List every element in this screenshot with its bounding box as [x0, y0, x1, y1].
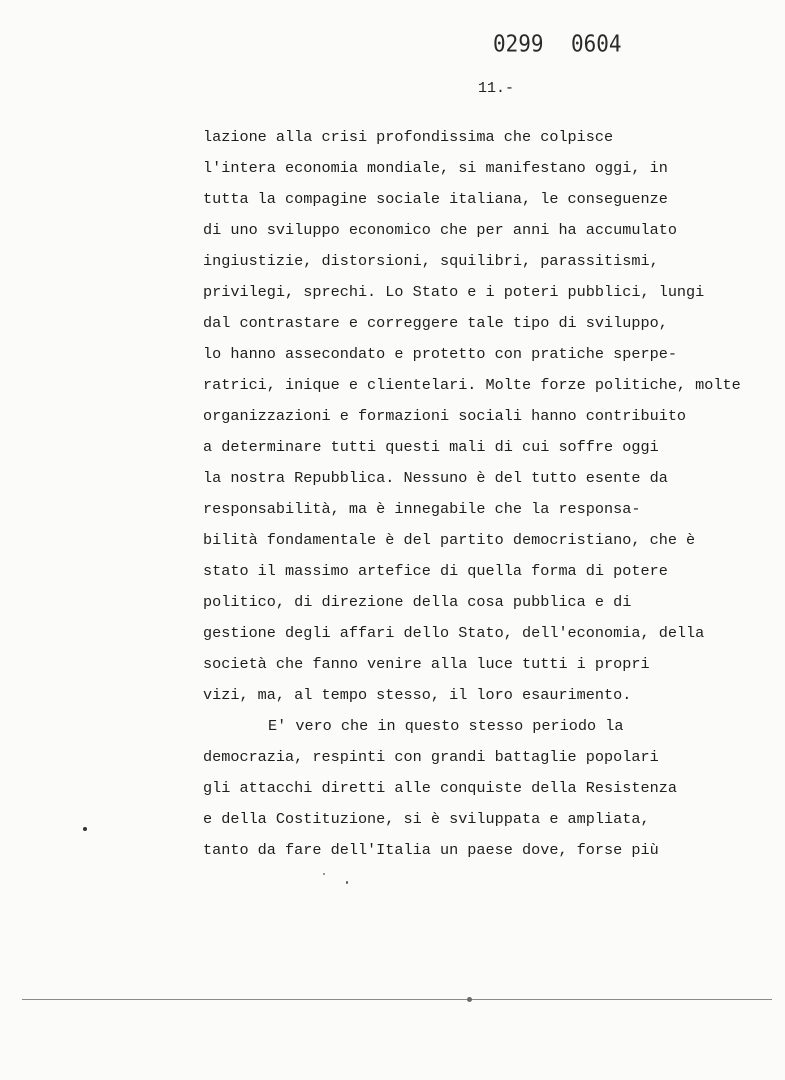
text-line: ratrici, inique e clientelari. Molte forze politiche, molte	[203, 376, 741, 394]
page-number: 11.-	[478, 80, 515, 97]
text-line: tutta la compagine sociale italiana, le conseguenze	[203, 190, 668, 208]
text-line: dal contrastare e correggere tale tipo di sviluppo,	[203, 314, 668, 332]
text-line: società che fanno venire alla luce tutti i propri	[203, 655, 650, 673]
text-line: gestione degli affari dello Stato, dell'economia, della	[203, 624, 705, 642]
text-line: tanto da fare dell'Italia un paese dove, forse più	[203, 841, 659, 859]
ink-speck	[346, 881, 348, 884]
text-line: lazione alla crisi profondissima che colpisce	[203, 128, 614, 146]
text-line: lo hanno assecondato e protetto con pratiche sperpe-	[203, 345, 677, 363]
text-line: democrazia, respinti con grandi battaglie popolari	[203, 748, 659, 766]
text-line: a determinare tutti questi mali di cui soffre oggi	[203, 438, 659, 456]
text-line: vizi, ma, al tempo stesso, il loro esaurimento.	[203, 686, 632, 704]
text-line: ingiustizie, distorsioni, squilibri, parassitismi,	[203, 252, 659, 270]
text-line: politico, di direzione della cosa pubblica e di	[203, 593, 632, 611]
text-line: E' vero che in questo stesso periodo la	[268, 717, 624, 735]
ink-speck	[323, 873, 325, 875]
bottom-rule-mark	[467, 997, 472, 1002]
text-line: e della Costituzione, si è sviluppata e ampliata,	[203, 810, 650, 828]
text-line: gli attacchi diretti alle conquiste della Resistenza	[203, 779, 677, 797]
text-line: di uno sviluppo economico che per anni ha accumulato	[203, 221, 677, 239]
bottom-rule	[22, 999, 772, 1000]
body-text	[203, 122, 773, 866]
text-line: la nostra Repubblica. Nessuno è del tutto esente da	[203, 469, 668, 487]
archive-number-right: 0604	[571, 30, 622, 57]
paragraph	[203, 122, 773, 711]
archive-number-left: 0299	[493, 30, 544, 57]
text-line: bilità fondamentale è del partito democristiano, che è	[203, 531, 696, 549]
text-line: responsabilità, ma è innegabile che la responsa-	[203, 500, 641, 518]
paragraph	[203, 711, 773, 866]
text-line: l'intera economia mondiale, si manifestano oggi, in	[203, 159, 668, 177]
text-line: organizzazioni e formazioni sociali hanno contribuito	[203, 407, 687, 425]
ink-speck	[83, 827, 87, 831]
text-line: privilegi, sprechi. Lo Stato e i poteri pubblici, lungi	[203, 283, 705, 301]
text-line: stato il massimo artefice di quella forma di potere	[203, 562, 668, 580]
